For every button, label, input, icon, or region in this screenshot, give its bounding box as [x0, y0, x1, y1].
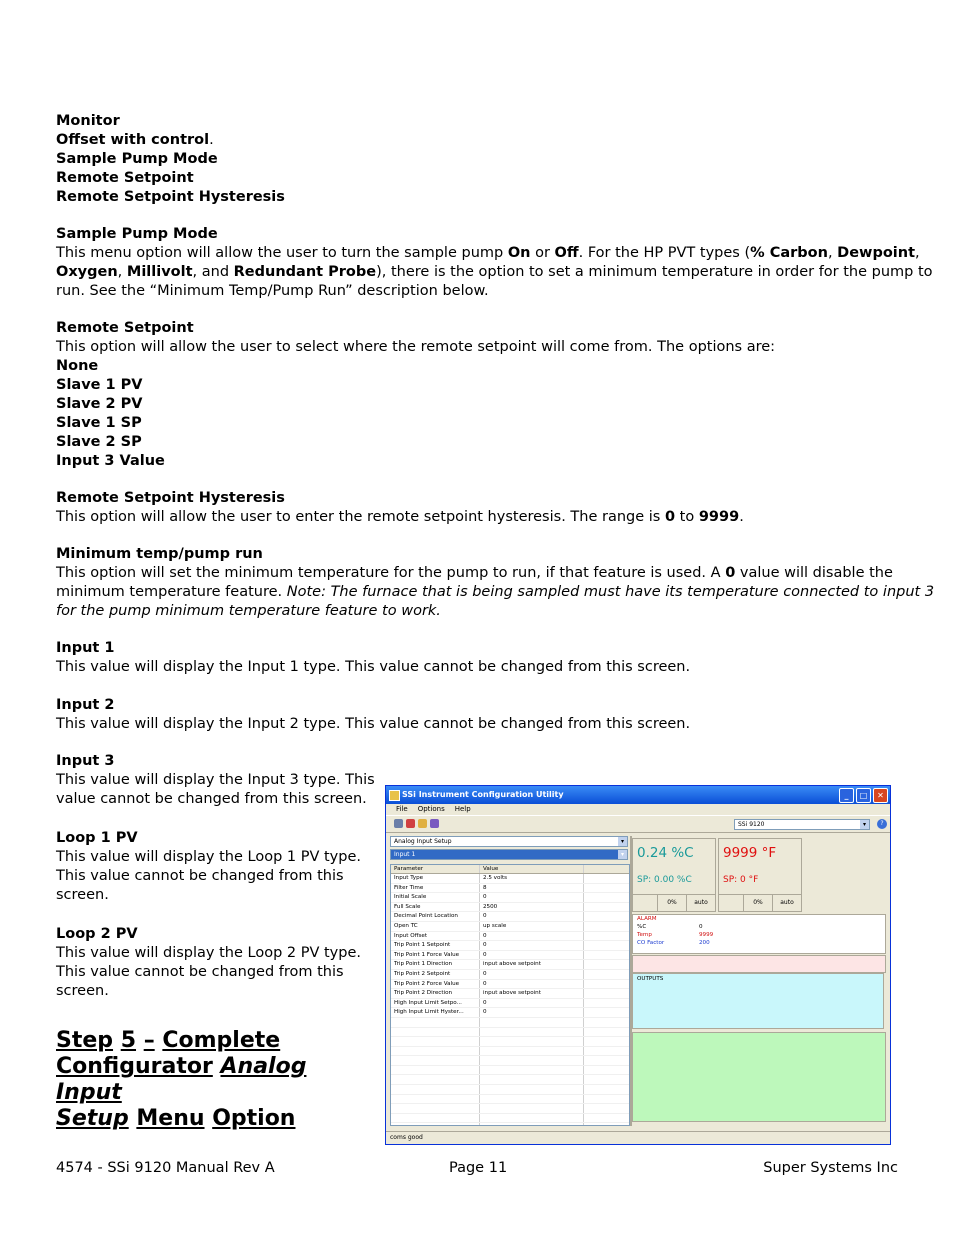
empty-row — [391, 1114, 629, 1124]
table-row[interactable] — [391, 941, 629, 951]
sample-pump-section — [56, 225, 933, 301]
hysteresis-section — [56, 489, 898, 527]
paragraph-line: This value will display the Input 3 type. This — [56, 772, 375, 788]
section-heading: Minimum temp/pump run — [56, 546, 263, 562]
outputs-panel — [632, 973, 884, 1029]
paragraph-line: Oxygen, Millivolt, and Redundant Probe), there is the option to set a minimum temperature in order for the pump to — [56, 264, 933, 280]
table-row[interactable] — [391, 960, 629, 970]
empty-row — [391, 1104, 629, 1114]
paragraph-line: This option will allow the user to select where the remote setpoint will come from. The options are: — [56, 339, 776, 355]
carbon-panel — [632, 838, 716, 912]
chevron-down-icon: ▾ — [618, 837, 627, 846]
temp-setpoint[interactable]: SP: 0 °F — [723, 875, 759, 885]
menu-options[interactable]: Options — [417, 805, 445, 813]
paragraph-line: for the pump minimum temperature feature to work. — [56, 603, 441, 619]
min-temp-section — [56, 545, 935, 621]
app-window-screenshot — [385, 785, 891, 1145]
empty-row — [391, 1085, 629, 1095]
section-heading: Input 1 — [56, 640, 115, 656]
paragraph-line: This value will display the Input 2 type. This value cannot be changed from this screen. — [56, 716, 691, 732]
paragraph-line: value cannot be changed from this screen. — [56, 791, 367, 807]
value-cell[interactable]: 2.5 volts — [480, 874, 584, 883]
table-row[interactable] — [391, 1008, 629, 1018]
value-cell[interactable]: 0 — [480, 1008, 584, 1017]
empty-row — [391, 1075, 629, 1085]
empty-row — [391, 1123, 629, 1126]
list-item: Sample Pump Mode — [56, 151, 218, 167]
list-item: %C 0 — [637, 924, 703, 930]
window-title: SSi Instrument Configuration Utility — [402, 790, 564, 799]
parameter-cell: Open TC — [391, 922, 480, 931]
list-item: Slave 1 SP — [56, 415, 142, 431]
loop1-section — [56, 829, 376, 905]
temp-output-pct: 0% — [743, 895, 772, 911]
value-cell[interactable]: up scale — [480, 922, 584, 931]
parameter-cell: High Input Limit Setpo... — [391, 999, 480, 1008]
help-icon[interactable]: ? — [877, 819, 887, 829]
empty-row — [391, 1028, 629, 1038]
chart-area — [632, 1032, 886, 1122]
step-heading: Step 5 – Complete Configurator Analog Input Setup Menu Option — [56, 1028, 307, 1131]
parameter-cell: Trip Point 2 Setpoint — [391, 970, 480, 979]
remote-setpoint-section — [56, 319, 898, 471]
parameter-cell: Trip Point 1 Setpoint — [391, 941, 480, 950]
section-heading: Loop 2 PV — [56, 926, 138, 942]
list-item: Remote Setpoint Hysteresis — [56, 189, 285, 205]
alarm-panel — [632, 914, 886, 954]
carbon-value: 0.24 %C — [637, 845, 694, 861]
status-strip — [632, 955, 886, 973]
input2-section — [56, 696, 898, 734]
parameter-cell: Initial Scale — [391, 893, 480, 902]
section-heading: Sample Pump Mode — [56, 226, 218, 242]
settings-icon[interactable] — [430, 819, 439, 828]
table-row[interactable] — [391, 980, 629, 990]
empty-row — [391, 1037, 629, 1047]
carbon-mode[interactable]: auto — [686, 895, 715, 911]
parameter-cell: Trip Point 1 Force Value — [391, 951, 480, 960]
parameter-cell: Trip Point 2 Force Value — [391, 980, 480, 989]
list-item: None — [56, 358, 99, 374]
value-cell[interactable]: input above setpoint — [480, 960, 584, 969]
parameter-cell: Trip Point 1 Direction — [391, 960, 480, 969]
table-row[interactable] — [391, 970, 629, 980]
table-row[interactable] — [391, 922, 629, 932]
column-header[interactable]: Value — [480, 865, 584, 873]
paragraph-line: This menu option will allow the user to turn the sample pump On or Off. For the HP PVT types (% Carbon, Dewpoint, — [56, 245, 920, 261]
parameter-cell: Input Type — [391, 874, 480, 883]
parameter-cell: Decimal Point Location — [391, 912, 480, 921]
section-heading: Remote Setpoint Hysteresis — [56, 490, 285, 506]
status-bar — [386, 1131, 890, 1144]
footer-left: 4574 - SSi 9120 Manual Rev A — [56, 1160, 275, 1176]
input3-section — [56, 752, 376, 809]
list-item: CO Factor 200 — [637, 940, 710, 946]
title-bar — [386, 786, 890, 804]
value-cell[interactable]: 0 — [480, 980, 584, 989]
list-item: Slave 1 PV — [56, 377, 143, 393]
instrument-select[interactable]: SSi 9120 ▾ — [734, 819, 870, 830]
paragraph-line: This value will display the Input 1 type. This value cannot be changed from this screen. — [56, 659, 691, 675]
carbon-setpoint[interactable]: SP: 0.00 %C — [637, 875, 692, 885]
temp-mode[interactable]: auto — [772, 895, 801, 911]
empty-row — [391, 1095, 629, 1105]
loop2-section — [56, 925, 376, 1001]
table-header — [391, 865, 629, 874]
bulb-icon[interactable] — [418, 819, 427, 828]
table-row[interactable] — [391, 951, 629, 961]
minimize-button[interactable]: _ — [839, 788, 854, 803]
paragraph-line: This value cannot be changed from this — [56, 964, 344, 980]
value-cell[interactable]: 0 — [480, 951, 584, 960]
section-heading: Remote Setpoint — [56, 320, 194, 336]
screen-select[interactable]: Analog Input Setup ▾ — [390, 836, 628, 847]
table-row[interactable] — [391, 874, 629, 884]
table-row[interactable] — [391, 893, 629, 903]
app-icon — [389, 790, 400, 801]
value-cell[interactable]: 0 — [480, 970, 584, 979]
value-cell[interactable]: 2500 — [480, 903, 584, 912]
temp-value: 9999 °F — [723, 845, 777, 861]
list-item: Input 3 Value — [56, 453, 165, 469]
value-cell[interactable]: 0 — [480, 893, 584, 902]
table-row[interactable] — [391, 912, 629, 922]
value-cell[interactable]: input above setpoint — [480, 989, 584, 998]
close-button[interactable]: ✕ — [873, 788, 888, 803]
paragraph-line: This option will set the minimum temperature for the pump to run, if that feature is used. A 0 value will disable the — [56, 565, 893, 581]
section-heading: Loop 1 PV — [56, 830, 138, 846]
chevron-down-icon: ▾ — [860, 820, 869, 829]
value-cell[interactable]: 8 — [480, 884, 584, 893]
list-item: Slave 2 SP — [56, 434, 142, 450]
value-cell[interactable]: 0 — [480, 912, 584, 921]
value-cell[interactable]: 0 — [480, 999, 584, 1008]
alarm-label: ALARM — [637, 916, 657, 922]
toolbar — [386, 815, 890, 833]
value-cell[interactable]: 0 — [480, 941, 584, 950]
table-row[interactable] — [391, 903, 629, 913]
list-item: Monitor — [56, 113, 120, 129]
empty-row — [391, 1066, 629, 1076]
section-heading: Input 3 — [56, 753, 115, 769]
carbon-output-pct: 0% — [657, 895, 686, 911]
empty-row — [391, 1047, 629, 1057]
footer-right: Super Systems Inc — [763, 1160, 898, 1176]
menu-bar — [386, 804, 890, 815]
parameter-table — [390, 864, 630, 1126]
temp-panel — [718, 838, 802, 912]
paragraph-line: minimum temperature feature. Note: The furnace that is being sampled must have its temperature connected to input 3 — [56, 584, 935, 600]
paragraph-line: This option will allow the user to enter the remote setpoint hysteresis. The range is 0 to 9999. — [56, 509, 744, 525]
paragraph-line: run. See the “Minimum Temp/Pump Run” description below. — [56, 283, 489, 299]
stop-icon[interactable] — [406, 819, 415, 828]
input1-section — [56, 639, 898, 677]
intro-list — [56, 112, 898, 207]
section-heading: Input 2 — [56, 697, 115, 713]
menu-file[interactable]: File — [396, 805, 408, 813]
paragraph-line: This value will display the Loop 1 PV type. — [56, 849, 361, 865]
paragraph-line: This value will display the Loop 2 PV type. — [56, 945, 361, 961]
list-item: Remote Setpoint — [56, 170, 194, 186]
connect-icon[interactable] — [394, 819, 403, 828]
chevron-down-icon: ▾ — [618, 850, 627, 859]
input-select[interactable]: Input 1 ▾ — [390, 849, 628, 860]
maximize-button[interactable]: □ — [856, 788, 871, 803]
list-item: Temp 9999 — [637, 932, 714, 938]
parameter-cell: Full Scale — [391, 903, 480, 912]
list-item: Slave 2 PV — [56, 396, 143, 412]
paragraph-line: This value cannot be changed from this — [56, 868, 344, 884]
list-item: Offset with control. — [56, 132, 214, 148]
menu-help[interactable]: Help — [454, 805, 471, 813]
parameter-cell: Input Offset — [391, 932, 480, 941]
parameter-cell: High Input Limit Hyster... — [391, 1008, 480, 1017]
column-header[interactable]: Parameter — [391, 865, 480, 873]
paragraph-line: screen. — [56, 887, 109, 903]
parameter-cell: Filter Time — [391, 884, 480, 893]
empty-row — [391, 1018, 629, 1028]
empty-row — [391, 1056, 629, 1066]
parameter-cell: Trip Point 2 Direction — [391, 989, 480, 998]
table-row[interactable] — [391, 884, 629, 894]
outputs-label: OUTPUTS — [637, 976, 664, 982]
paragraph-line: screen. — [56, 983, 109, 999]
value-cell[interactable]: 0 — [480, 932, 584, 941]
status-text: coms good — [390, 1134, 423, 1141]
table-row[interactable] — [391, 999, 629, 1009]
page-number: Page 11 — [449, 1160, 508, 1176]
table-row[interactable] — [391, 932, 629, 942]
table-row[interactable] — [391, 989, 629, 999]
